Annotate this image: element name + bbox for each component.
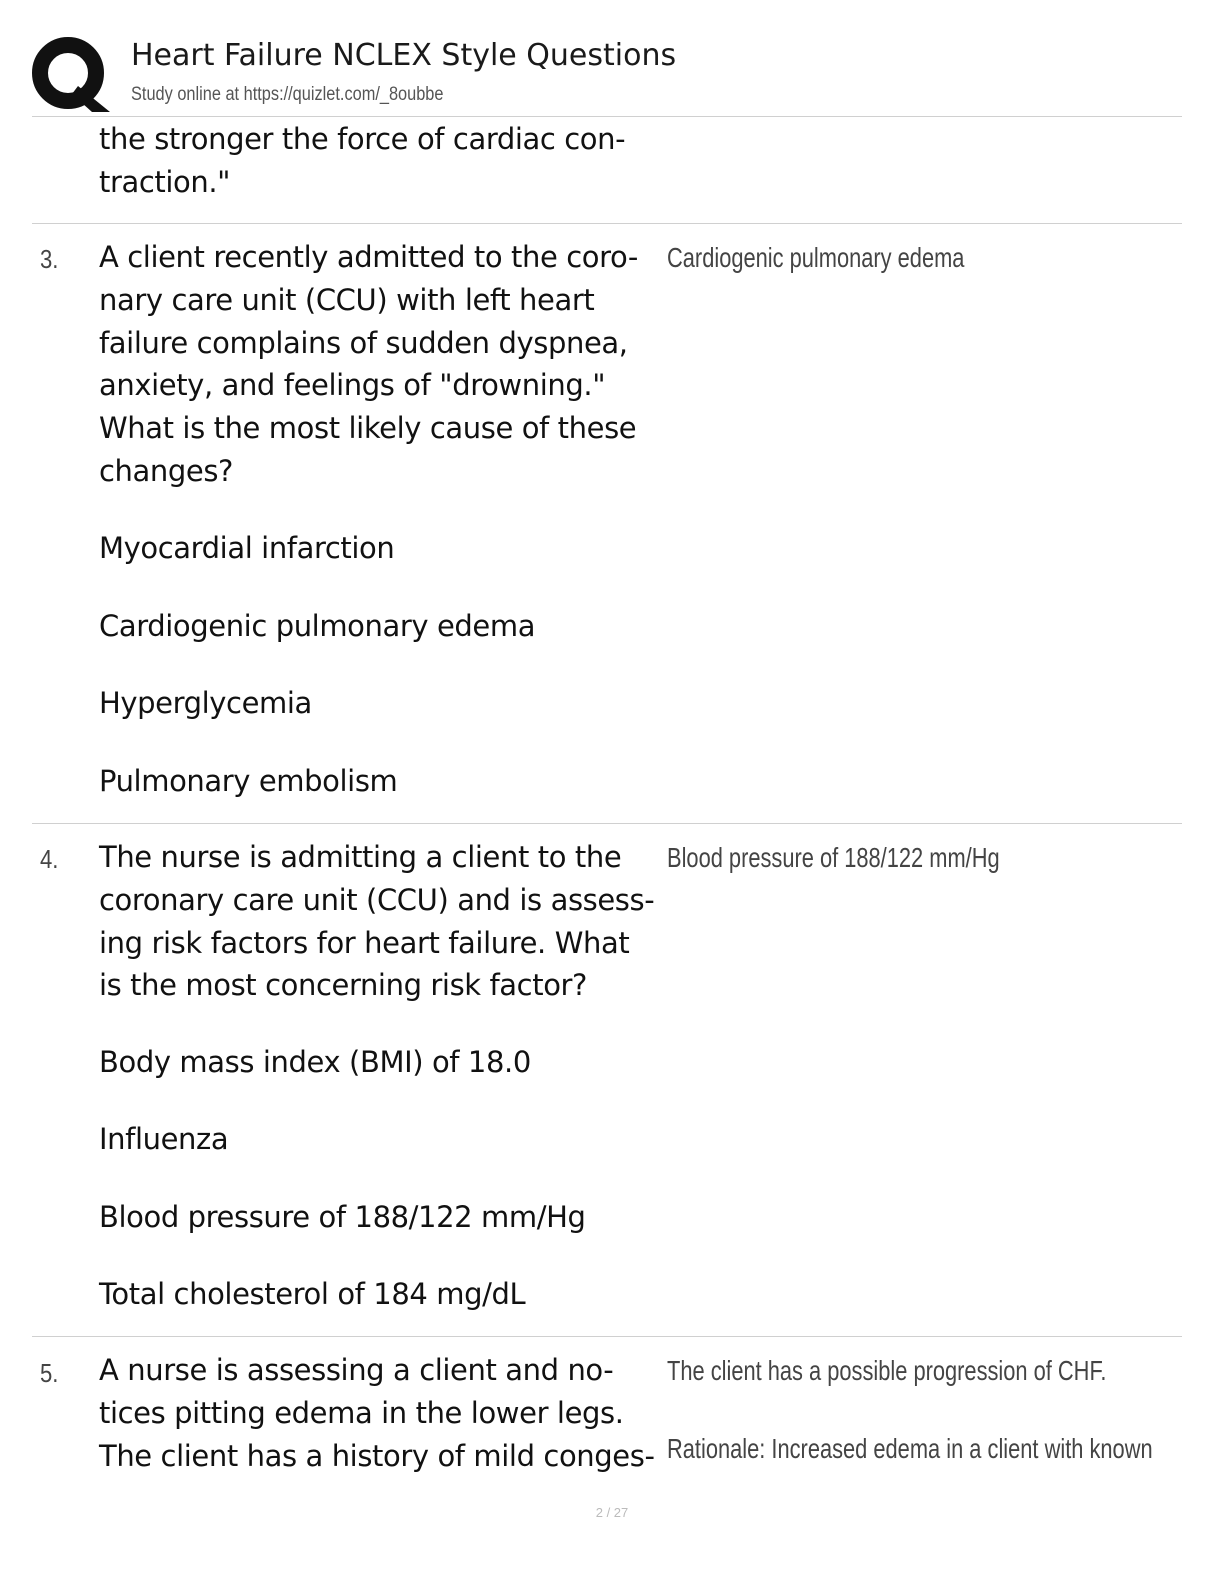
answer-rationale: Rationale: Increased edema in a client with known	[667, 1433, 1153, 1464]
question-number: 5.	[40, 1358, 59, 1388]
page-number: 2 / 27	[595, 1505, 629, 1520]
question-text: A client recently admitted to the coro- nary care unit (CCU) with left heart failure complains of sudden dyspnea, anxiety, and feelings of "drowning." What is the most likely cause of these changes?	[99, 240, 638, 488]
answer-text: The client has a possible progression of CHF.	[667, 1355, 1107, 1386]
question-number: 4.	[40, 844, 59, 874]
study-online-link[interactable]: Study online at https://quizlet.com/_8oubbe	[131, 84, 444, 105]
option: Pulmonary embolism	[99, 764, 398, 798]
option: Total cholesterol of 184 mg/dL	[99, 1277, 526, 1311]
card-divider	[32, 823, 1182, 824]
quizlet-logo-icon	[30, 34, 112, 114]
option: Hyperglycemia	[99, 686, 312, 720]
option: Influenza	[99, 1122, 229, 1156]
question-text: The nurse is admitting a client to the coronary care unit (CCU) and is assess- ing risk factors for heart failure. What is the most concerning risk factor?	[99, 840, 655, 1003]
card-divider	[32, 223, 1182, 224]
continued-answer-text: the stronger the force of cardiac con- traction."	[99, 122, 626, 199]
answer-text: Cardiogenic pulmonary edema	[667, 242, 965, 273]
option: Blood pressure of 188/122 mm/Hg	[99, 1200, 586, 1234]
page-title: Heart Failure NCLEX Style Questions	[131, 38, 677, 73]
option: Myocardial infarction	[99, 531, 395, 565]
option: Cardiogenic pulmonary edema	[99, 609, 536, 643]
option: Body mass index (BMI) of 18.0	[99, 1045, 531, 1079]
card-divider	[32, 1336, 1182, 1337]
question-text: A nurse is assessing a client and no- tices pitting edema in the lower legs. The client has a history of mild conges-	[99, 1353, 655, 1473]
question-number: 3.	[40, 244, 59, 274]
header-divider	[32, 116, 1182, 117]
answer-text: Blood pressure of 188/122 mm/Hg	[667, 842, 1000, 873]
page-header	[0, 0, 1224, 118]
